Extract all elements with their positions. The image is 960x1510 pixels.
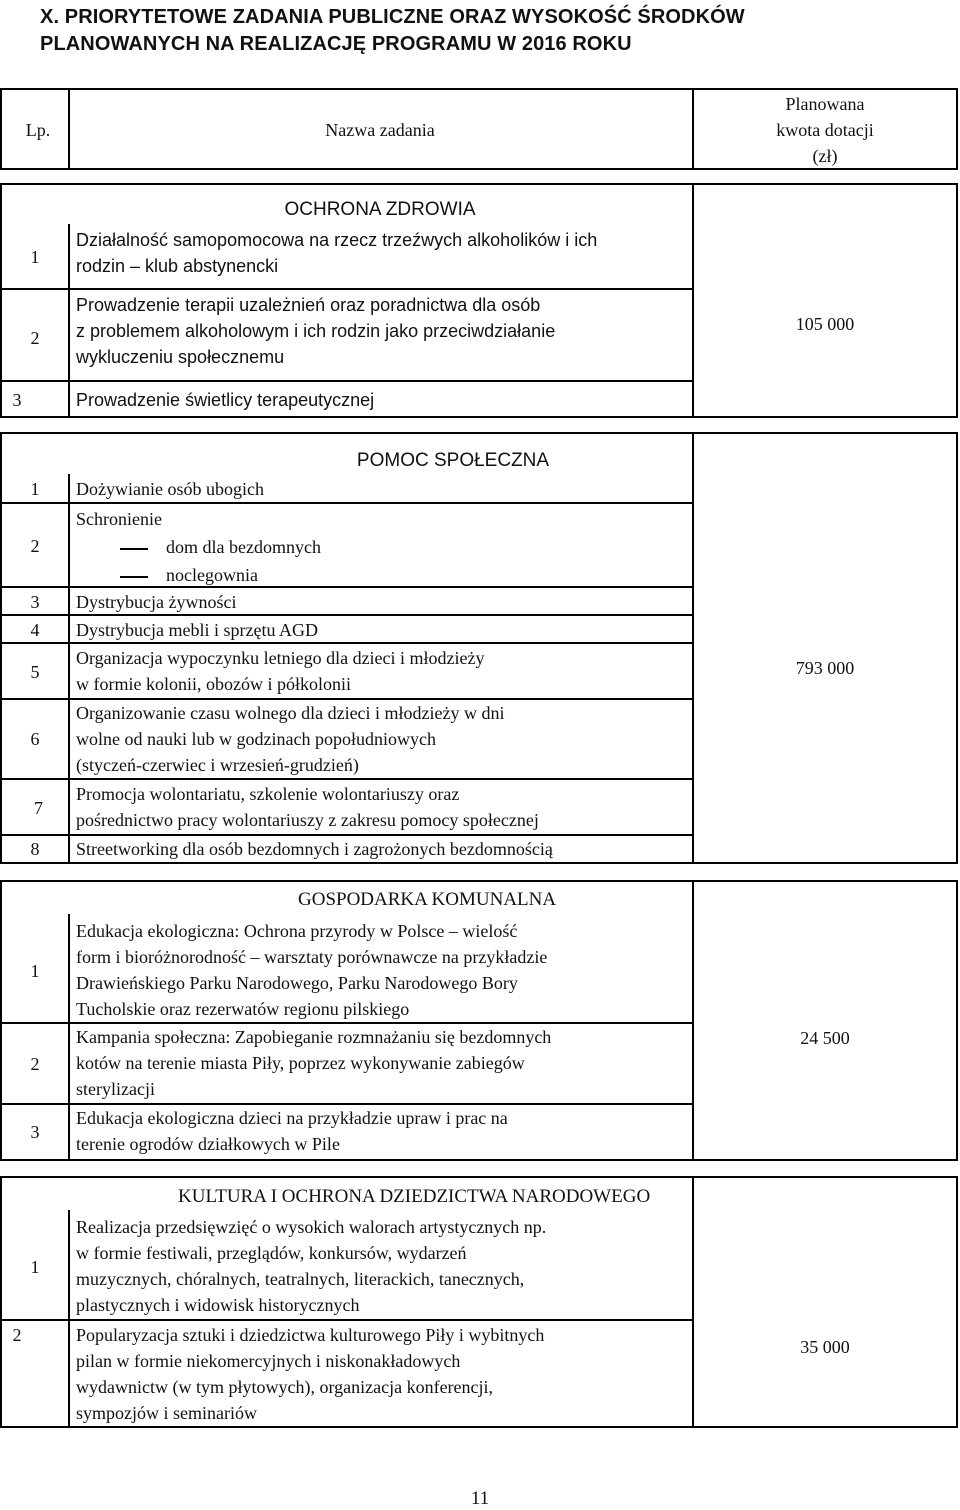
row-name [76, 387, 374, 413]
row-line: Drawieńskiego Parku Narodowego, Parku Narodowego Bory [76, 973, 518, 993]
row-lp: 1 [30, 1257, 40, 1277]
row-name [76, 700, 505, 778]
row-line: Kampania społeczna: Zapobieganie rozmnażaniu się bezdomnych [76, 1027, 552, 1047]
header-amount-line-1: Planowana [785, 94, 865, 114]
row-lp: 6 [30, 729, 40, 749]
row-line: wydawnictw (w tym płytowych), organizacja konferencji, [76, 1377, 494, 1397]
row-lp: 2 [30, 328, 40, 348]
row-name [76, 1214, 546, 1318]
row-line: Promocja wolontariatu, szkolenie wolontariuszy oraz [76, 784, 460, 804]
section-amount: 24 500 [800, 1028, 850, 1048]
row-name [76, 1024, 551, 1102]
row-line: w formie kolonii, obozów i półkolonii [76, 674, 351, 694]
row-line-text: dom dla bezdomnych [166, 537, 321, 557]
row-line: Popularyzacja sztuki i dziedzictwa kulturowego Piły i wybitnych [76, 1325, 545, 1345]
row-line: wykluczeniu społecznemu [76, 347, 285, 367]
row-line: w formie festiwali, przeglądów, konkursów, wydarzeń [76, 1243, 467, 1263]
row-line: Tucholskie oraz rezerwatów regionu pilskiego [76, 999, 410, 1019]
row-line: Dożywianie osób ubogich [76, 479, 264, 499]
page-number: 11 [470, 1488, 490, 1509]
dash-bullet [120, 576, 148, 578]
row-lp: 3 [30, 592, 40, 612]
row-name [76, 1105, 508, 1157]
header-name: Nazwa zadania [325, 120, 435, 140]
row-line: muzycznych, chóralnych, teatralnych, literackich, tanecznych, [76, 1269, 525, 1289]
section-title: OCHRONA ZDROWIA [284, 199, 476, 220]
row-line: form i bioróżnorodność – warsztaty porównawcze na przykładzie [76, 947, 548, 967]
row-line-text: noclegownia [166, 565, 258, 585]
row-line: wolne od nauki lub w godzinach popołudniowych [76, 729, 436, 749]
section-title: GOSPODARKA KOMUNALNA [298, 889, 557, 910]
row-line: Prowadzenie świetlicy terapeutycznej [76, 390, 375, 410]
row-name [76, 836, 553, 862]
header-amount-line-3: (zł) [812, 146, 838, 166]
row-line [76, 561, 321, 589]
row-name [76, 781, 539, 833]
section-amount: 105 000 [795, 314, 855, 334]
row-lp: 2 [12, 1325, 22, 1345]
title-line-1: X. PRIORYTETOWE ZADANIA PUBLICZNE ORAZ WYSOKOŚĆ ŚRODKÓW [40, 6, 745, 28]
row-line: Edukacja ekologiczna: Ochrona przyrody w Polsce – wielość [76, 921, 518, 941]
row-name [76, 645, 485, 697]
row-line: Schronienie [76, 509, 162, 529]
row-line: terenie ogrodów działkowych w Pile [76, 1134, 340, 1154]
row-line: Edukacja ekologiczna dzieci na przykładzie upraw i prac na [76, 1108, 508, 1128]
row-line: Dystrybucja żywności [76, 592, 237, 612]
header-amount [694, 91, 956, 169]
row-line: sympozjów i seminariów [76, 1403, 257, 1423]
section-title: POMOC SPOŁECZNA [356, 450, 550, 471]
row-line: z problemem alkoholowym i ich rodzin jako przeciwdziałanie [76, 321, 556, 341]
header-lp: Lp. [25, 120, 51, 140]
document-title [40, 4, 950, 58]
row-line [76, 533, 321, 561]
row-name [76, 292, 555, 370]
row-line: plastycznych i widowisk historycznych [76, 1295, 360, 1315]
section-title: KULTURA I OCHRONA DZIEDZICTWA NARODOWEGO [178, 1186, 651, 1207]
row-name [76, 505, 321, 589]
row-lp: 1 [30, 479, 40, 499]
row-line: rodzin – klub abstynencki [76, 256, 279, 276]
row-line: Działalność samopomocowa na rzecz trzeźwych alkoholików i ich [76, 230, 598, 250]
row-name [76, 1322, 544, 1426]
dash-bullet [120, 548, 148, 550]
row-lp: 5 [30, 662, 40, 682]
row-line: kotów na terenie miasta Piły, poprzez wykonywanie zabiegów [76, 1053, 525, 1073]
row-lp: 4 [30, 620, 40, 640]
row-line: pilan w formie niekomercyjnych i niskonakładowych [76, 1351, 461, 1371]
row-lp: 1 [30, 961, 40, 981]
row-name [76, 227, 597, 279]
row-name [76, 476, 264, 502]
row-lp: 3 [30, 1122, 40, 1142]
row-line: Dystrybucja mebli i sprzętu AGD [76, 620, 318, 640]
row-lp: 2 [30, 1054, 40, 1074]
row-name [76, 589, 236, 615]
row-name [76, 617, 318, 643]
row-line: Streetworking dla osób bezdomnych i zagrożonych bezdomnością [76, 839, 553, 859]
section-amount: 35 000 [800, 1337, 850, 1357]
row-lp: 7 [34, 798, 43, 818]
row-lp: 2 [30, 536, 40, 556]
row-line: Prowadzenie terapii uzależnień oraz poradnictwa dla osób [76, 295, 541, 315]
section-amount: 793 000 [795, 658, 855, 678]
row-line: (styczeń-czerwiec i wrzesień-grudzień) [76, 755, 359, 775]
row-line: Organizacja wypoczynku letniego dla dzieci i młodzieży [76, 648, 485, 668]
row-lp: 8 [30, 839, 40, 859]
title-line-2: PLANOWANYCH NA REALIZACJĘ PROGRAMU W 2016 ROKU [40, 33, 632, 55]
row-line: sterylizacji [76, 1079, 155, 1099]
row-lp: 1 [30, 247, 40, 267]
row-name [76, 918, 547, 1022]
row-line: pośrednictwo pracy wolontariuszy z zakresu pomocy społecznej [76, 810, 539, 830]
row-line: Organizowanie czasu wolnego dla dzieci i młodzieży w dni [76, 703, 505, 723]
row-lp: 3 [12, 390, 22, 410]
row-line: Realizacja przedsięwzięć o wysokich walorach artystycznych np. [76, 1217, 547, 1237]
header-amount-line-2: kwota dotacji [776, 120, 874, 140]
